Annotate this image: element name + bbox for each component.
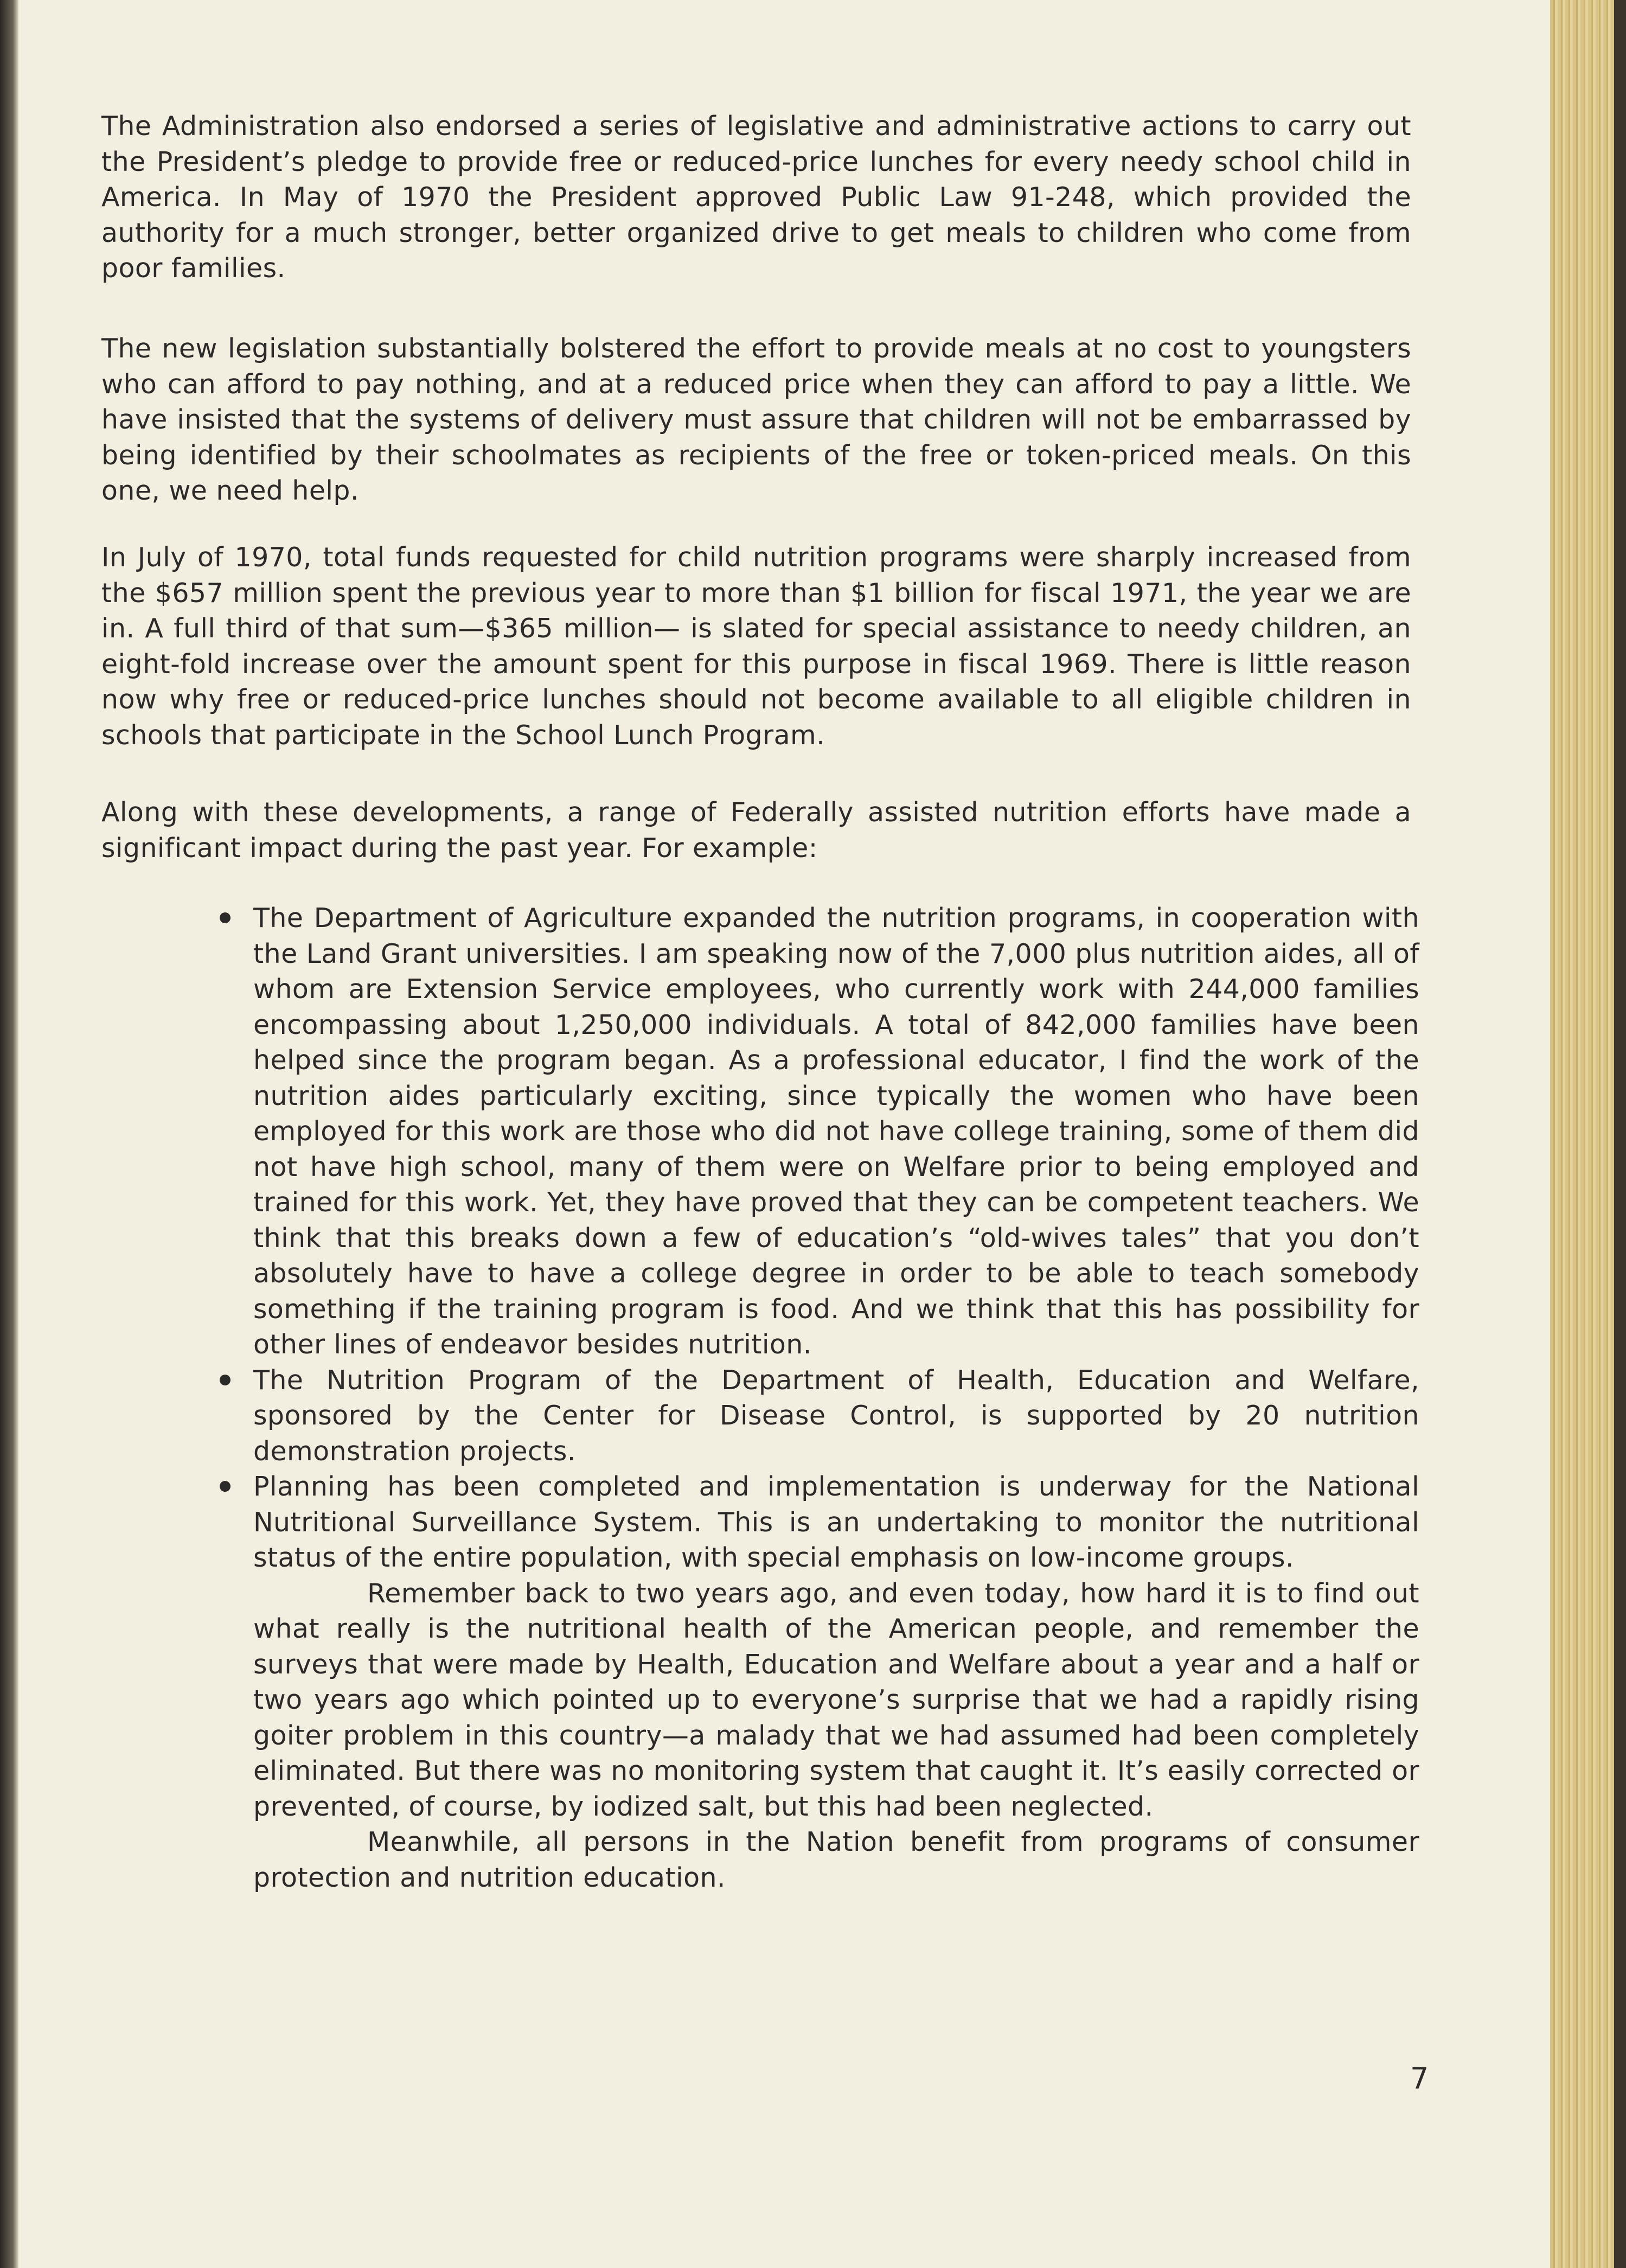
bullet-item (253, 1363, 1419, 1470)
paragraph-2 (101, 331, 1411, 509)
bullet-text: The Nutrition Program of the Department of Health, Education and Welfare, sponsored by the Center for Disease Control, is supported by 20 nutrition demonstration projects. (253, 1364, 1419, 1467)
page-edges (1550, 0, 1626, 2268)
page-number: 7 (1410, 2061, 1429, 2095)
paragraph-4 (101, 795, 1411, 866)
bullet-icon (220, 1481, 231, 1492)
book-spine-shadow (0, 0, 18, 2268)
bullet-text: The Department of Agriculture expanded the nutrition programs, in cooperation with the Land Grant universities. I am speaking now of the 7,000 plus nutrition aides, all of whom are Extension Service employees, who currently work with 244,000 families encompassing about 1,250,000 individuals. A total of 842,000 families have been helped since the program began. As a professional educator, I find the work of the nutrition aides particularly exciting, since typically the women who have been employed for this work are those who did not have college training, some of them did not have high school, many of them were on Welfare prior to being employed and trained for this work. Yet, they have proved that they can be competent teachers. We think that this breaks down a few of education’s “old-wives tales” that you don’t absolutely have to have a college degree in order to be able to teach somebody something if the training program is food. And we think that this has possibility for other lines of endeavor besides nutrition. (253, 903, 1419, 1360)
paragraph-3 (101, 540, 1411, 753)
paragraph-text: The Administration also endorsed a series of legislative and administrative actions to carry out the President’s pledge to provide free or reduced-price lunches for every needy school child in America. In May of 1970 the President approved Public Law 91-248, which provided the authority for a much stronger, better organized drive to get meals to children who come from poor families. (101, 111, 1411, 284)
bullet-list (253, 900, 1419, 1895)
paragraph-text: Along with these developments, a range of Federally assisted nutrition efforts have made a significant impact during the past year. For example: (101, 797, 1411, 864)
paragraph-1 (101, 108, 1411, 286)
bullet-icon (220, 912, 231, 923)
bullet-icon (220, 1375, 231, 1385)
paragraph-text: In July of 1970, total funds requested for child nutrition programs were sharply increased from the $657 million spent the previous year to more than $1 billion for fiscal 1971, the year we are in. A full third of that sum—$365 million— is slated for special assistance to needy children, an eight-fold increase over the amount spent for this purpose in fiscal 1969. There is little reason now why free or reduced-price lunches should not become available to all eligible children in schools that participate in the School Lunch Program. (101, 542, 1411, 751)
continuation-paragraph: Remember back to two years ago, and even today, how hard it is to find out what really is the nutritional health of the American people, and remember the surveys that were made by Health, Education and Welfare about a year and a half or two years ago which pointed up to everyone’s surprise that we had a rapidly rising goiter problem in this country—a malady that we had assumed had been completely eliminated. But there was no monitoring system that caught it. It’s easily corrected or prevented, of course, by iodized salt, but this had been neglected. (253, 1577, 1419, 1822)
paragraph-text: The new legislation substantially bolstered the effort to provide meals at no cost to youngsters who can afford to pay nothing, and at a reduced price when they can afford to pay a little. We have insisted that the systems of delivery must assure that children will not be embarrassed by being identified by their schoolmates as recipients of the free or token-priced meals. On this one, we need help. (101, 333, 1411, 506)
bullet-item (253, 1469, 1419, 1576)
continuation-paragraph: Meanwhile, all persons in the Nation benefit from programs of consumer protection and nutrition education. (253, 1826, 1419, 1893)
bullet-text: Planning has been completed and implementation is underway for the National Nutritional Surveillance System. This is an undertaking to monitor the nutritional status of the entire population, with special emphasis on low-income groups. (253, 1471, 1419, 1573)
bullet-item (253, 900, 1419, 1363)
